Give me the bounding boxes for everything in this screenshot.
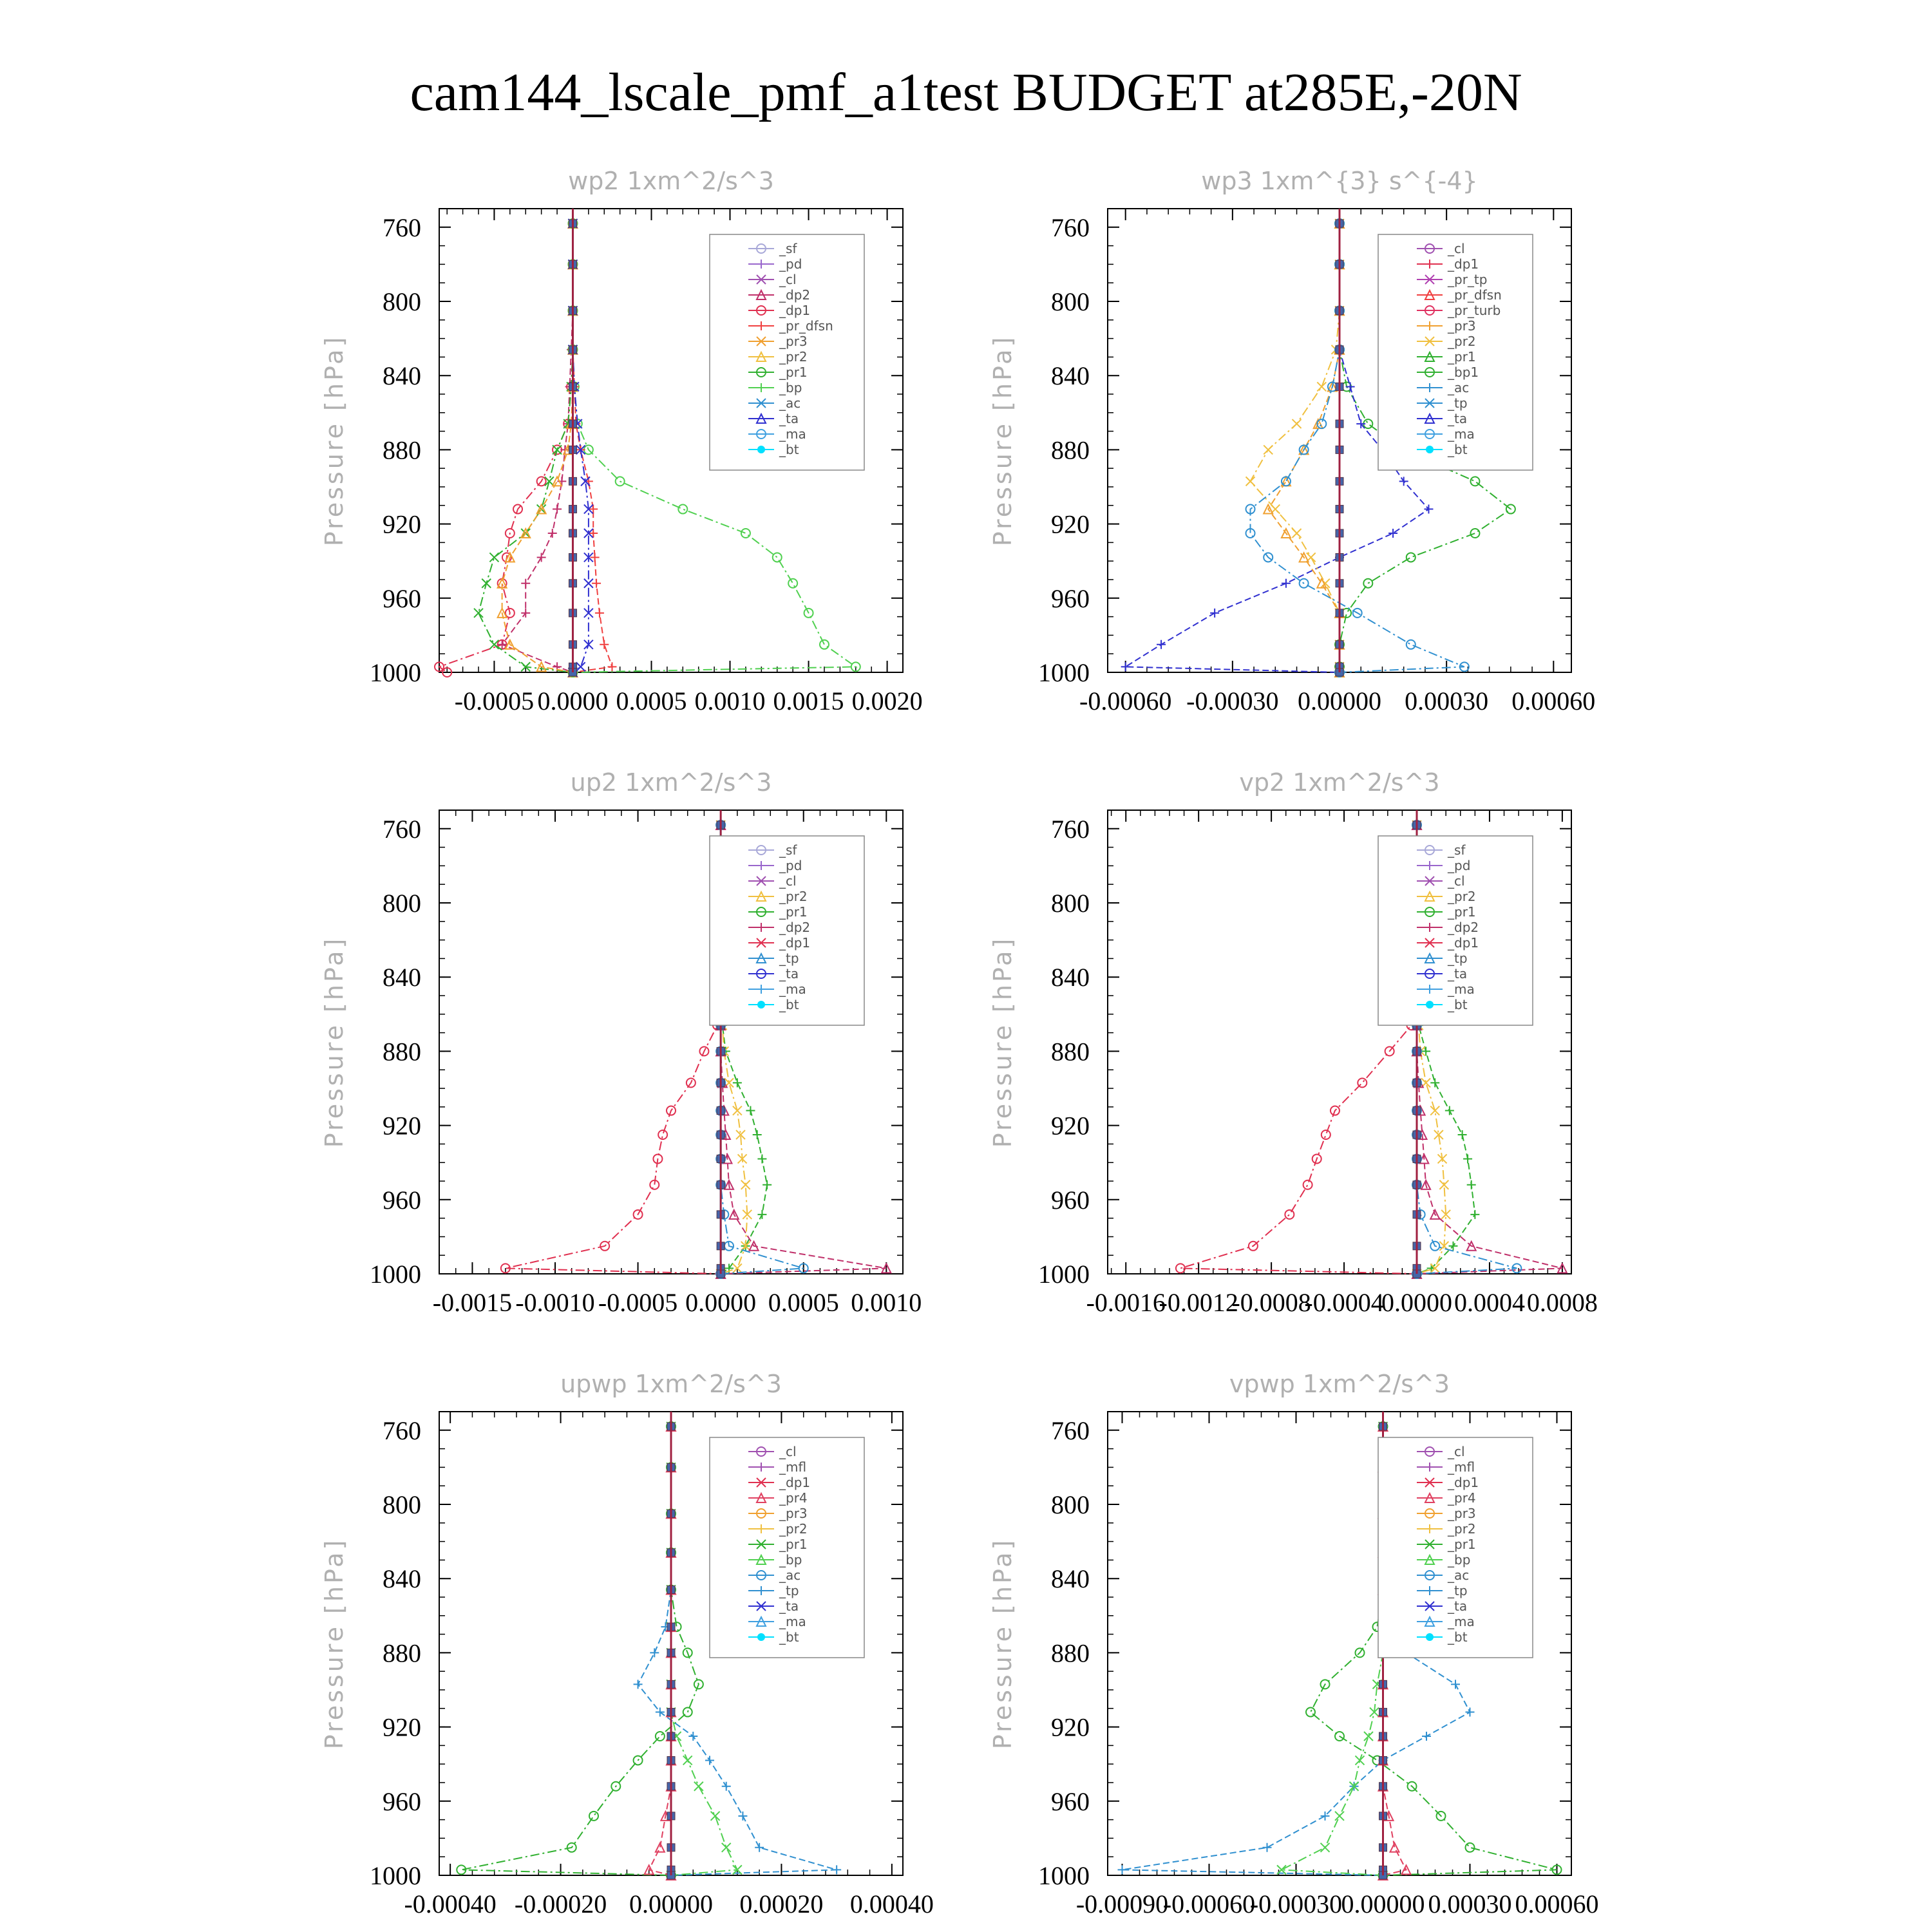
data-point [1458,1130,1467,1139]
legend-label: _pr3 [779,334,808,349]
y-tick-label: 1000 [1038,1260,1090,1289]
data-point [656,1732,665,1741]
y-tick-label: 920 [1051,509,1090,539]
y-tick-label: 960 [383,583,421,613]
legend-label: _pr2 [1448,889,1476,904]
y-tick-label: 840 [1051,361,1090,391]
data-point [489,553,498,562]
y-tick-label: 1000 [1038,1861,1090,1890]
y-tick-label: 1000 [370,1861,421,1890]
y-axis-label: Pressure [hPa] [320,334,348,547]
data-point [773,553,782,562]
legend-marker [757,1001,765,1009]
data-point [1317,382,1326,391]
series-line-_dp1 [506,825,721,1274]
legend-marker [1426,446,1434,453]
x-tick-label: 0.0000 [537,687,609,715]
legend-label: _bp [779,1552,802,1567]
chart-panel [989,768,1598,1317]
data-point [1467,1180,1476,1189]
legend-label: _pr3 [1448,318,1476,334]
legend-label: _dp1 [1448,935,1479,951]
y-tick-label: 920 [1051,1111,1090,1141]
data-point [1335,1812,1344,1821]
y-axis-label: Pressure [hPa] [320,936,348,1148]
data-point [788,579,797,588]
legend-label: _pr1 [1448,349,1476,365]
legend-label: _tp [1448,395,1468,411]
data-point [722,1843,731,1852]
x-tick-label: 0.00030 [1428,1889,1512,1918]
y-tick-label: 960 [1051,1786,1090,1816]
legend-label: _tp [1448,1583,1468,1598]
x-tick-label: -0.0004 [1304,1288,1384,1317]
data-point [678,505,687,514]
data-point [762,1180,772,1189]
legend-label: _bt [1448,442,1468,457]
data-point [658,1130,667,1139]
y-tick-label: 800 [383,1490,421,1519]
x-tick-label: -0.00030 [1249,1889,1343,1918]
legend-label: _mfl [1448,1459,1475,1475]
x-tick-label: 0.0010 [851,1288,922,1317]
legend-label: _ta [779,966,799,981]
chart-title: vp2 1xm^2/s^3 [1239,768,1440,797]
data-point [1470,1210,1479,1219]
legend-label: _ac [779,1567,801,1583]
y-axis-label: Pressure [hPa] [989,936,1017,1148]
legend-label: _ma [779,426,806,442]
x-tick-label: 0.0010 [694,687,766,715]
data-point [482,579,491,588]
x-tick-label: 0.00060 [1515,1889,1599,1918]
series-line-_pr2 [1251,223,1340,672]
legend-label: _ta [779,411,799,426]
legend-label: _pr4 [779,1490,808,1506]
legend-label: _ta [1448,1598,1468,1614]
legend-label: _pr2 [1448,1521,1476,1537]
y-tick-label: 800 [1051,1490,1090,1519]
legend-label: _bp [1448,1552,1471,1567]
x-tick-label: 0.0005 [768,1288,839,1317]
chart-panel [320,768,922,1317]
legend-label: _pr1 [1448,1537,1476,1552]
data-point [1306,1708,1315,1717]
y-tick-label: 880 [1051,1037,1090,1066]
legend-label: _pr_dfsn [779,318,833,334]
legend-label: _tp [1448,951,1468,966]
x-tick-label: 0.0015 [773,687,844,715]
legend-label: _pr_tp [1448,272,1488,287]
data-point [1285,1210,1294,1219]
data-point [1422,1732,1431,1741]
data-point [733,1078,742,1087]
y-tick-label: 960 [383,1786,421,1816]
legend-label: _pr2 [779,349,808,365]
y-tick-label: 960 [1051,1185,1090,1215]
legend-label: _bt [779,997,799,1012]
data-point [1293,529,1302,538]
legend-label: _cl [779,1444,797,1459]
data-point [688,1732,697,1741]
data-point [820,640,829,649]
y-tick-label: 1000 [370,1260,421,1289]
data-point [1466,1843,1475,1852]
data-point [634,1680,643,1689]
chart-title: wp3 1xm^{3} s^{-4} [1201,167,1478,195]
x-tick-label: -0.0015 [432,1288,513,1317]
data-point [576,662,585,671]
chart-panel [320,1370,934,1918]
legend-label: _sf [1448,842,1466,858]
data-point [683,1756,692,1765]
data-point [1358,1078,1367,1087]
x-tick-label: -0.0016 [1086,1288,1166,1317]
legend-label: _ac [779,395,801,411]
legend-marker [757,446,765,453]
legend-label: _sf [779,842,797,858]
legend-label: _pr4 [1448,1490,1476,1506]
legend-label: _ta [1448,411,1468,426]
y-tick-label: 800 [1051,287,1090,316]
x-tick-label: -0.0005 [454,687,535,715]
legend-label: _tp [779,951,799,966]
legend-label: _bt [779,1629,799,1645]
y-tick-label: 760 [383,213,421,242]
data-point [746,1106,755,1115]
y-tick-label: 1000 [370,658,421,687]
legend-label: _cl [779,873,797,889]
data-point [738,1812,747,1821]
y-axis-label: Pressure [hPa] [989,1537,1017,1750]
data-point [592,579,601,588]
legend-label: _pr3 [779,1506,808,1521]
data-point [711,1812,720,1821]
data-point [753,1130,762,1139]
x-tick-label: 0.00060 [1511,687,1596,715]
legend-label: _dp1 [1448,1475,1479,1490]
data-point [595,609,604,618]
series-line-_pr3 [502,223,573,672]
legend-label: _ma [779,1614,806,1629]
y-tick-label: 840 [383,361,421,391]
x-tick-label: 0.0008 [1526,1288,1598,1317]
data-point [589,529,598,538]
legend-label: _dp1 [779,303,811,318]
data-point [832,1865,841,1874]
series-line-_pr3 [1268,223,1340,672]
x-tick-label: 0.00000 [1298,687,1381,715]
legend-label: _dp2 [1448,920,1479,935]
legend-label: _pd [779,256,802,272]
x-tick-label: -0.00030 [1186,687,1279,715]
series-line-_bp [1282,1426,1383,1875]
data-point [1399,477,1408,486]
chart-title: up2 1xm^2/s^3 [570,768,772,797]
y-axis-label: Pressure [hPa] [320,1537,348,1750]
y-axis-label: Pressure [hPa] [989,334,1017,547]
y-tick-label: 960 [383,1185,421,1215]
data-point [589,1812,598,1821]
legend-label: _tp [779,1583,799,1598]
y-tick-label: 920 [383,1712,421,1742]
data-point [521,579,530,588]
legend-marker [757,1633,765,1641]
legend-label: _ma [1448,981,1475,997]
y-tick-label: 880 [383,435,421,465]
y-tick-label: 880 [1051,1638,1090,1668]
legend-label: _pr1 [779,904,808,920]
x-tick-label: 0.0005 [616,687,687,715]
legend-label: _ac [1448,380,1470,395]
chart-title: upwp 1xm^2/s^3 [560,1370,782,1398]
series-line-_pr1 [461,1426,699,1875]
x-tick-label: 0.00000 [629,1889,713,1918]
legend-label: _cl [1448,1444,1465,1459]
y-tick-label: 840 [1051,963,1090,992]
y-tick-label: 760 [1051,213,1090,242]
data-point [1293,419,1302,428]
legend-label: _pr3 [1448,1506,1476,1521]
data-point [1282,579,1291,588]
y-tick-label: 760 [383,814,421,844]
data-point [755,1843,764,1852]
y-tick-label: 840 [1051,1564,1090,1594]
legend-label: _bt [1448,1629,1468,1645]
data-point [1210,609,1219,618]
data-point [757,1210,766,1219]
x-tick-label: 0.00040 [849,1889,934,1918]
data-point [1321,1130,1331,1139]
y-tick-label: 760 [1051,1416,1090,1445]
data-point [537,553,546,562]
legend-label: _pr2 [1448,334,1476,349]
data-point [1470,477,1479,486]
y-tick-label: 800 [1051,889,1090,918]
data-point [1451,1680,1460,1689]
data-point [474,609,483,618]
legend-label: _dp1 [779,935,811,951]
y-tick-label: 880 [383,1037,421,1066]
data-point [548,529,557,538]
chart-panel [989,167,1595,715]
data-point [1364,1732,1373,1741]
legend-label: _pr_dfsn [1448,287,1502,303]
y-tick-label: 760 [383,1416,421,1445]
data-point [1303,1180,1312,1189]
legend-label: _bt [1448,997,1468,1012]
legend-label: _ma [1448,1614,1475,1629]
legend-label: _pr2 [779,889,808,904]
legend-label: _cl [1448,241,1465,256]
series-line-_dp2 [502,223,573,672]
data-point [1356,1756,1365,1765]
legend-label: _bp1 [1448,365,1479,380]
y-tick-label: 920 [383,509,421,539]
chart-title: wp2 1xm^2/s^3 [568,167,774,195]
data-point [650,1648,659,1657]
legend-label: _ta [779,1598,799,1614]
x-tick-label: -0.00060 [1162,1889,1256,1918]
data-point [1246,477,1255,486]
y-tick-label: 880 [1051,435,1090,465]
x-tick-label: -0.00060 [1079,687,1172,715]
data-point [1121,662,1130,671]
legend-label: _cl [779,272,797,287]
data-point [1445,1106,1454,1115]
y-tick-label: 760 [1051,814,1090,844]
data-point [757,1154,766,1163]
chart-panel [320,167,923,715]
x-tick-label: -0.00040 [404,1889,497,1918]
data-point [722,1782,731,1791]
x-tick-label: -0.0012 [1159,1288,1238,1317]
data-point [1406,640,1416,649]
legend-label: _bp [779,380,802,395]
page-title: cam144_lscale_pmf_a1test BUDGET at285E,-20N [410,62,1522,122]
legend-marker [1426,1001,1434,1009]
x-tick-label: -0.0008 [1231,1288,1311,1317]
legend-label: _dp2 [779,920,811,935]
data-point [1157,640,1166,649]
data-point [1430,1078,1439,1087]
x-tick-label: 0.00000 [1341,1889,1425,1918]
legend-label: _pr1 [1448,904,1476,920]
legend-label: _pd [779,858,802,873]
y-tick-label: 880 [383,1638,421,1668]
data-point [705,1756,714,1765]
data-point [1346,382,1355,391]
chart-title: vpwp 1xm^2/s^3 [1229,1370,1450,1398]
data-point [694,1782,703,1791]
legend-label: _dp1 [1448,256,1479,272]
legend-label: _bt [779,442,799,457]
legend-label: _ta [1448,966,1468,981]
x-tick-label: -0.00090 [1075,1889,1169,1918]
x-tick-label: -0.00020 [514,1889,607,1918]
data-point [1390,1843,1399,1852]
chart-panel [989,1370,1599,1918]
x-tick-label: 0.0000 [1381,1288,1452,1317]
data-point [1406,553,1416,562]
x-tick-label: -0.0005 [598,1288,678,1317]
legend-label: _pr2 [779,1521,808,1537]
data-point [1466,1708,1475,1717]
data-point [1388,529,1397,538]
x-tick-label: 0.00020 [739,1889,824,1918]
legend-label: _sf [779,241,797,256]
y-tick-label: 920 [1051,1712,1090,1742]
x-tick-label: 0.0020 [851,687,923,715]
x-tick-label: 0.0000 [685,1288,757,1317]
data-point [1264,445,1273,454]
y-tick-label: 800 [383,889,421,918]
legend-label: _mfl [779,1459,807,1475]
x-tick-label: -0.0010 [515,1288,595,1317]
y-tick-label: 1000 [1038,658,1090,687]
data-point [1424,505,1433,514]
data-point [1118,1865,1127,1874]
data-point [584,579,593,588]
y-tick-label: 960 [1051,583,1090,613]
legend-label: _pd [1448,858,1471,873]
data-point [1263,1843,1272,1852]
data-point [656,1843,665,1852]
y-tick-label: 840 [383,963,421,992]
data-point [1321,1843,1330,1852]
legend-label: _ac [1448,1567,1470,1583]
legend-label: _cl [1448,873,1465,889]
data-point [1463,1154,1472,1163]
y-tick-label: 800 [383,287,421,316]
legend-label: _pr_turb [1448,303,1501,318]
x-tick-label: 0.00030 [1405,687,1489,715]
legend-label: _ma [779,981,806,997]
data-point [589,505,598,514]
legend-marker [1426,1633,1434,1641]
legend-label: _dp1 [779,1475,811,1490]
legend-label: _ma [1448,426,1475,442]
data-point [741,529,750,538]
y-tick-label: 840 [383,1564,421,1594]
data-point [600,640,609,649]
data-point [1470,529,1479,538]
data-point [607,662,616,671]
data-point [553,445,562,454]
legend-label: _dp2 [779,287,811,303]
data-point [1448,1242,1457,1251]
y-tick-label: 920 [383,1111,421,1141]
legend-label: _pr1 [779,1537,808,1552]
legend-label: _pr1 [779,365,808,380]
x-tick-label: 0.0004 [1454,1288,1525,1317]
data-point [553,505,562,514]
